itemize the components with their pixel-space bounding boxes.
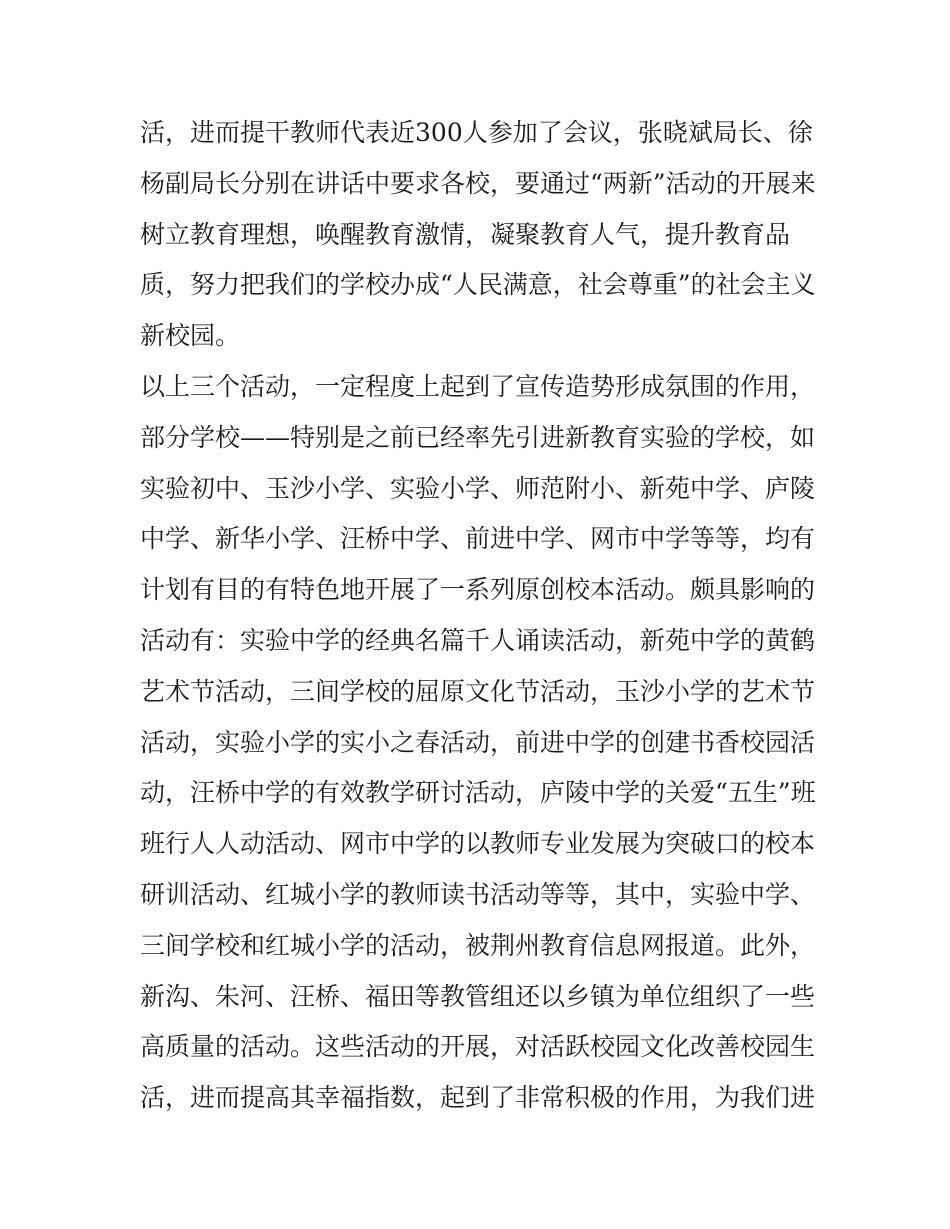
text-line: 动，汪桥中学的有效教学研讨活动，庐陵中学的关爱“五生”班: [140, 778, 816, 808]
text-line: 新校园。: [140, 321, 241, 351]
text-line: 质，努力把我们的学校办成“人民满意，社会尊重”的社会主义: [140, 270, 816, 300]
text-line: 活，进而提干教师代表近300人参加了会议，张晓斌局长、徐: [140, 118, 813, 147]
text-line: 研训活动、红城小学的教师读书活动等等，其中，实验中学、: [140, 879, 816, 909]
text-line: 中学、新华小学、汪桥中学、前进中学、网市中学等等，均有: [140, 524, 816, 554]
text-line: 部分学校——特别是之前已经率先引进新教育实验的学校，如: [140, 422, 816, 452]
text-line: 活，进而提高其幸福指数，起到了非常积极的作用，为我们进: [140, 1083, 816, 1113]
text-line: 艺术节活动，三间学校的屈原文化节活动，玉沙小学的艺术节: [140, 676, 816, 706]
text-line: 树立教育理想，唤醒教育激情，凝聚教育人气，提升教育品: [140, 219, 791, 249]
text-line: 三间学校和红城小学的活动，被荆州教育信息网报道。此外，: [140, 930, 816, 960]
text-line: 实验初中、玉沙小学、实验小学、师范附小、新苑中学、庐陵: [140, 473, 816, 503]
text-line: [140, 1124, 820, 1175]
body-text: [140, 108, 820, 1175]
text-line: 高质量的活动。这些活动的开展，对活跃校园文化改善校园生: [140, 1032, 816, 1062]
text-line: 活动有：实验中学的经典名篇千人诵读活动，新苑中学的黄鹤: [140, 625, 816, 655]
text-line: 杨副局长分别在讲话中要求各校，要通过“两新”活动的开展来: [140, 168, 816, 198]
text-line: 计划有目的有特色地开展了一系列原创校本活动。颇具影响的: [140, 575, 816, 605]
text-line: 活动，实验小学的实小之春活动，前进中学的创建书香校园活: [140, 727, 816, 757]
text-line: 新沟、朱河、汪桥、福田等教管组还以乡镇为单位组织了一些: [140, 981, 816, 1011]
text-line: 班行人人动活动、网市中学的以教师专业发展为突破口的校本: [140, 829, 816, 859]
paragraph-1: [140, 108, 820, 362]
paragraph-2: [140, 362, 820, 1175]
text-line: 以上三个活动，一定程度上起到了宣传造势形成氛围的作用，: [140, 371, 816, 401]
